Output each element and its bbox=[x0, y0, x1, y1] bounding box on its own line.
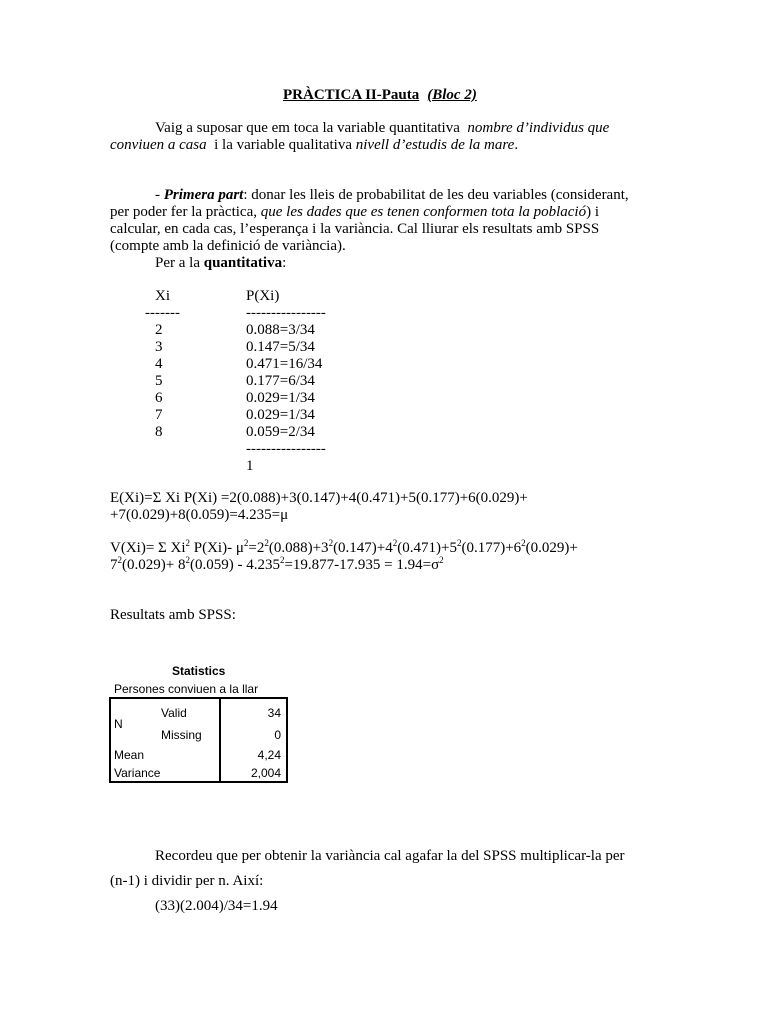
superscript: 2 bbox=[392, 538, 398, 548]
superscript: 2 bbox=[243, 538, 249, 548]
part1-line-3: calcular, en cada cas, l’esperança i la variància. Cal lliurar els resultats amb SPSS bbox=[110, 221, 600, 237]
part1-line-5 bbox=[155, 255, 286, 272]
spss-mean-value: 4,24 bbox=[257, 748, 281, 762]
spss-missing-label: Missing bbox=[161, 728, 202, 742]
var-text: =19.877-17.935 = 1.94=σ bbox=[284, 557, 440, 573]
table-x-value: 7 bbox=[155, 407, 163, 423]
note-line-2: (n-1) i dividir per n. Així: bbox=[110, 873, 264, 889]
var-text: (0.147)+4 bbox=[333, 540, 393, 556]
intro-text: Vaig a suposar que em toca la variable quantitativa bbox=[155, 120, 460, 136]
var-text: (0.059) - 4.235 bbox=[189, 557, 280, 573]
col-rule-xi: ------- bbox=[145, 305, 180, 321]
note-line-3: (33)(2.004)/34=1.94 bbox=[155, 898, 278, 914]
spss-table-title: Statistics bbox=[172, 664, 226, 678]
table-p-value: 0.471=16/34 bbox=[246, 356, 323, 372]
table-p-value: 0.177=6/34 bbox=[246, 373, 315, 389]
var-text: 7 bbox=[110, 557, 118, 573]
part1-heading: Primera part bbox=[163, 187, 244, 203]
variance-line-2 bbox=[110, 557, 444, 574]
part1-text: per poder fer la pràctica, bbox=[110, 204, 261, 220]
superscript: 2 bbox=[521, 538, 526, 548]
variance-line-1 bbox=[110, 540, 578, 557]
var-text: =2 bbox=[248, 540, 265, 556]
col-header-xi: Xi bbox=[155, 288, 170, 304]
table-x-value: 3 bbox=[155, 339, 163, 355]
intro-line-2 bbox=[110, 137, 518, 154]
table-p-value: 0.059=2/34 bbox=[246, 424, 315, 440]
intro-variable-quant: nombre d’individus que bbox=[467, 120, 610, 136]
spss-valid-value: 34 bbox=[267, 706, 281, 720]
table-x-value: 8 bbox=[155, 424, 163, 440]
spss-statistics-table bbox=[109, 697, 288, 783]
part1-dash: - bbox=[155, 187, 164, 203]
expectation-line-2: +7(0.029)+8(0.059)=4.235=μ bbox=[110, 507, 289, 523]
spss-valid-label: Valid bbox=[161, 706, 187, 720]
part1-line-1 bbox=[155, 187, 629, 204]
intro-period: . bbox=[514, 137, 519, 153]
col-header-pxi: P(Xi) bbox=[246, 288, 280, 304]
spss-variance-value: 2,004 bbox=[250, 766, 281, 780]
part1-text: : donar les lleis de probabilitat de les deu variables (considerant, bbox=[243, 187, 629, 203]
superscript: 2 bbox=[279, 555, 285, 565]
expectation-line-1: E(Xi)=Σ Xi P(Xi) =2(0.088)+3(0.147)+4(0.471)+5(0.177)+6(0.029)+ bbox=[110, 490, 528, 506]
spss-table-subtitle: Persones conviuen a la llar bbox=[114, 682, 259, 696]
superscript: 2 bbox=[185, 555, 190, 565]
superscript: 2 bbox=[439, 555, 444, 565]
spss-variance-label: Variance bbox=[114, 766, 161, 780]
superscript: 2 bbox=[328, 538, 334, 548]
table-x-value: 4 bbox=[155, 356, 163, 372]
var-text: (0.029)+ bbox=[525, 540, 578, 556]
superscript: 2 bbox=[117, 555, 122, 565]
part1-italic: que les dades que es tenen conformen tota la població bbox=[260, 204, 587, 220]
note-line-1: Recordeu que per obtenir la variància cal agafar la del SPSS multiplicar-la per bbox=[155, 848, 625, 864]
spss-n-label: N bbox=[114, 717, 123, 731]
title-text: PRÀCTICA II-Pauta bbox=[283, 87, 420, 103]
part1-line-4: (compte amb la definició de variància). bbox=[110, 238, 346, 254]
intro-line-1 bbox=[155, 120, 609, 137]
title-bloc: (Bloc 2) bbox=[427, 87, 477, 103]
total-value: 1 bbox=[246, 458, 254, 474]
table-x-value: 5 bbox=[155, 373, 163, 389]
spss-heading: Resultats amb SPSS: bbox=[110, 607, 236, 623]
part1-colon: : bbox=[282, 255, 287, 271]
var-text: (0.177)+6 bbox=[461, 540, 522, 556]
intro-variable-qual: nivell d’estudis de la mare bbox=[355, 137, 515, 153]
var-text: V(Xi)= Σ Xi bbox=[110, 540, 186, 556]
superscript: 2 bbox=[456, 538, 462, 548]
part1-line-2 bbox=[110, 204, 599, 221]
table-x-value: 2 bbox=[155, 322, 163, 338]
var-text: (0.471)+5 bbox=[397, 540, 457, 556]
var-text: P(Xi)- μ bbox=[190, 540, 244, 556]
part1-text: ) i bbox=[586, 204, 600, 220]
table-p-value: 0.029=1/34 bbox=[246, 407, 315, 423]
intro-text: i la variable qualitativa bbox=[214, 137, 352, 153]
table-p-value: 0.088=3/34 bbox=[246, 322, 315, 338]
table-p-value: 0.029=1/34 bbox=[246, 390, 315, 406]
part1-bold: quantitativa bbox=[203, 255, 283, 271]
var-text: (0.088)+3 bbox=[268, 540, 329, 556]
spss-mean-label: Mean bbox=[114, 748, 145, 762]
table-p-value: 0.147=5/34 bbox=[246, 339, 315, 355]
superscript: 2 bbox=[264, 538, 269, 548]
table-x-value: 6 bbox=[155, 390, 163, 406]
superscript: 2 bbox=[185, 538, 191, 548]
spss-missing-value: 0 bbox=[274, 728, 281, 742]
part1-text: Per a la bbox=[155, 255, 204, 271]
page-title bbox=[283, 87, 477, 104]
intro-variable-quant-cont: conviuen a casa bbox=[110, 137, 207, 153]
var-text: (0.029)+ 8 bbox=[122, 557, 186, 573]
total-rule: ---------------- bbox=[246, 441, 326, 457]
col-rule-pxi: ---------------- bbox=[246, 305, 326, 321]
